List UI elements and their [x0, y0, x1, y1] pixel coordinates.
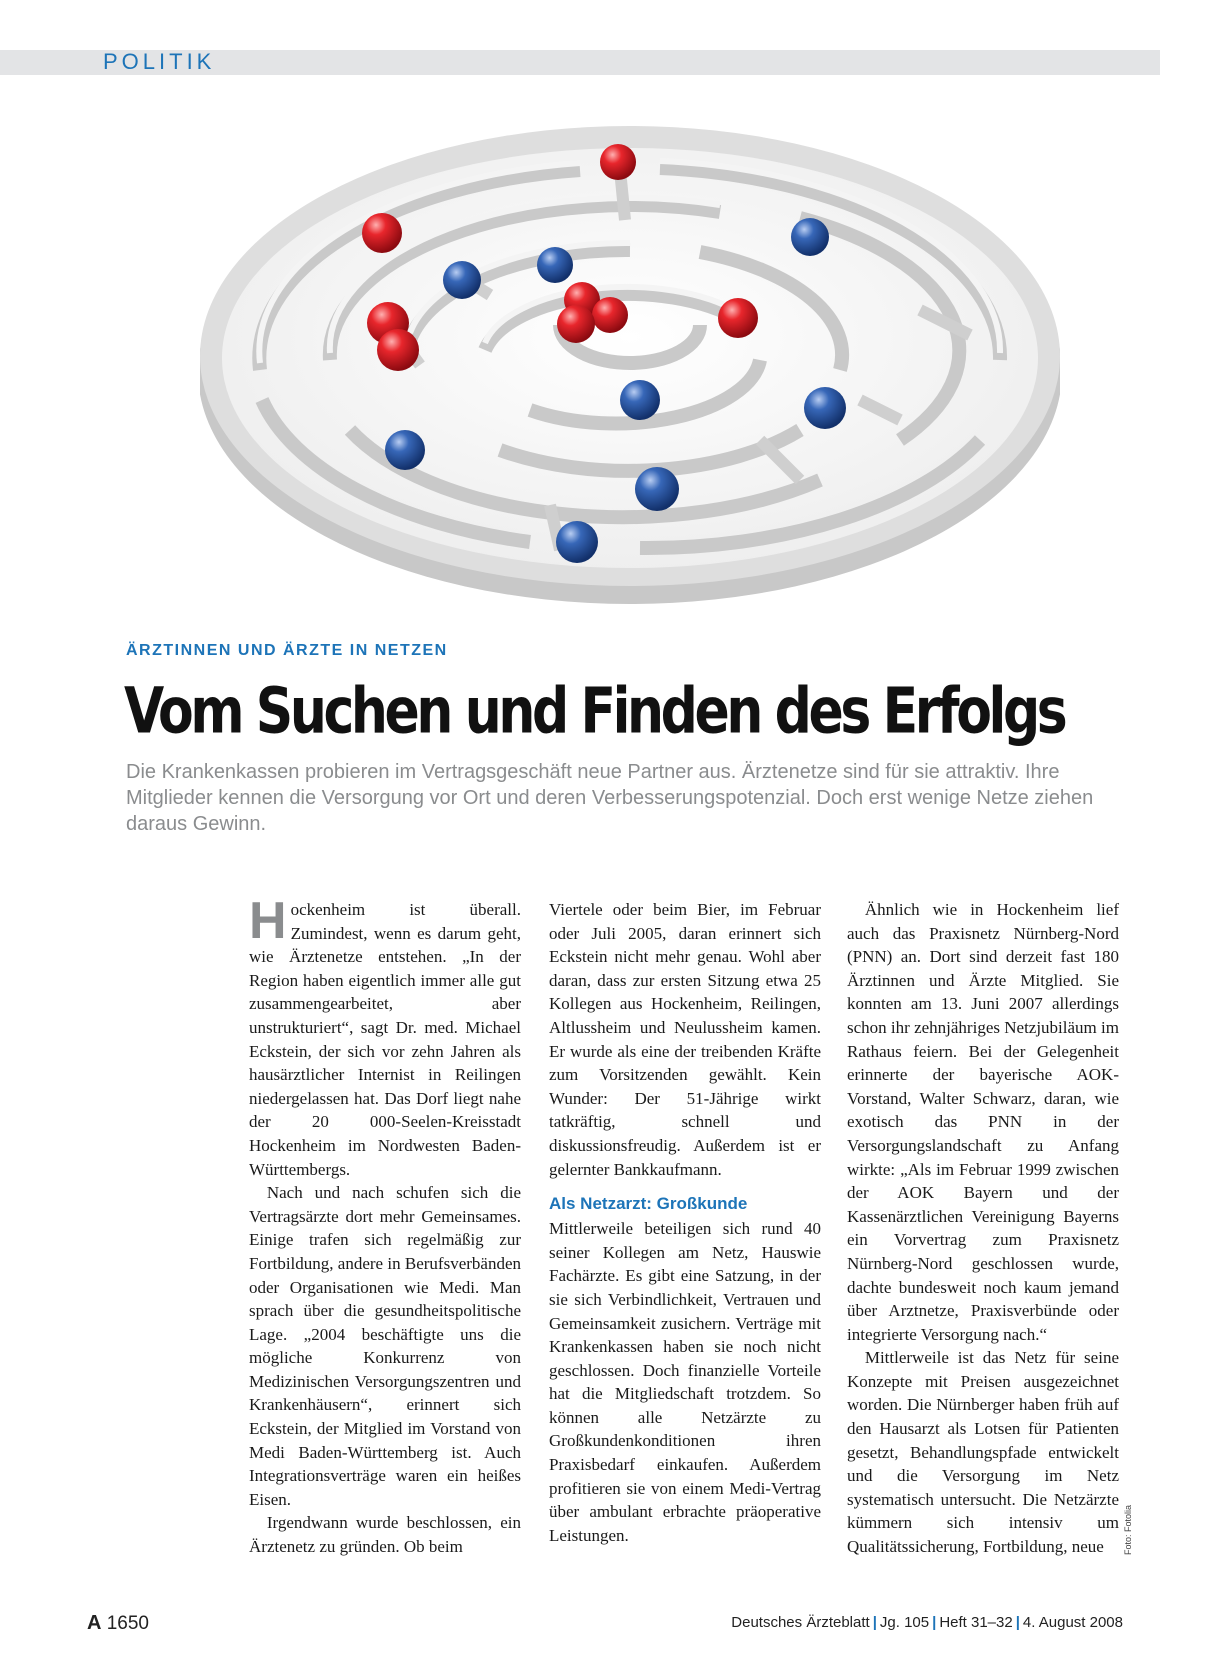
article-lead: Die Krankenkassen probieren im Vertragsgeschäft neue Partner aus. Ärztenetze sind für sie attraktiv. Ihre Mitglieder kennen die Versorgung vor Ort und deren Verbesserungspotenzial. Doch erst wenige Netze ziehen daraus Gewinn.: [126, 761, 1094, 835]
page-prefix: A: [87, 1612, 102, 1634]
journal-name: Deutsches Ärzteblatt: [731, 1614, 870, 1631]
journal-volume: Jg. 105: [879, 1614, 930, 1631]
drop-cap: H: [249, 892, 287, 950]
journal-issue: Heft 31–32: [939, 1614, 1013, 1631]
issue-date: 4. August 2008: [1022, 1614, 1123, 1631]
article-column-1: [249, 892, 521, 1559]
paragraph: Viertele oder beim Bier, im Februar oder Juli 2005, daran erinnert sich Eckstein nicht mehr genau. Wohl aber daran, dass zur ersten Sitzung etwa 25 Kollegen aus Hockenheim, Reilingen, Altlussheim und Neulussheim kamen. Er wurde als eine der treibenden Kräfte zum Vorsitzenden gewählt. Kein Wunder: Der 51-Jährige wirkt tatkräftig, schnell und diskussionsfreudig. Außerdem ist er gelernter Bankkaufmann.: [549, 900, 821, 1179]
paragraph: ockenheim ist überall. Zumindest, wenn es darum geht, wie Ärztenetze entstehen. „In der Region haben eigentlich immer alle gut zusammengearbeitet, aber unstrukturiert“, sagt Dr. med. Michael Eckstein, der sich vor zehn Jahren als hausärztlicher Internist in Reilingen niedergelassen hat. Das Dorf liegt nahe der 20 000-Seelen-Kreisstadt Hockenheim im Nordwesten Baden-Württembergs.: [249, 900, 521, 1179]
article-kicker: ÄRZTINNEN UND ÄRZTE IN NETZEN: [126, 642, 448, 659]
paragraph: Ähnlich wie in Hockenheim lief auch das Praxisnetz Nürnberg-Nord (PNN) an. Dort sind derzeit fast 180 Ärztinnen und Ärzte Mitglied. Sie konnten am 13. Juni 2007 allerdings schon ihr zehnjähriges Netzjubiläum im Rathaus feiern. Bei der Gelegenheit erinnerte der bayerische AOK-Vorstand, Walter Schwarz, daran, wie exotisch das PNN in der Versorgungslandschaft zu Anfang wirkte: „Als im Februar 1999 zwischen der AOK Bayern und der Kassenärztlichen Vereinigung Bayerns ein Vorvertrag zum Praxisnetz Nürnberg-Nord geschlossen wurde, dachte bundesweit noch kaum jemand über Arztnetze, Praxisverbünde oder integrierte Versorgung nach.“: [847, 900, 1119, 1344]
paragraph: Irgendwann wurde beschlossen, ein Ärztenetz zu gründen. Ob beim: [249, 1513, 521, 1557]
article-column-2: [549, 898, 821, 1547]
paragraph: Nach und nach schufen sich die Vertragsärzte dort mehr Gemeinsames. Einige trafen sich regelmäßig zur Fortbildung, andere in Berufsverbänden oder Organisationen wie Medi. Man sprach über die gesundheitspolitische Lage. „2004 beschäftigte uns die mögliche Konkurrenz von Medizinischen Versorgungszentren und Krankenhäusern“, erinnert sich Eckstein, der Mitglied im Vorstand von Medi Baden-Württemberg ist. Auch Integrationsverträge waren ein heißes Eisen.: [249, 1183, 521, 1509]
article-headline: Vom Suchen und Finden des Erfolgs: [124, 675, 1065, 749]
paragraph: Mittlerweile ist das Netz für seine Konzepte mit Preisen ausgezeichnet worden. Die Nürnberger haben früh auf den Hausarzt als Lotsen für Patienten gesetzt, Behandlungspfade entwickelt und die Versorgung im Netz systematisch untersucht. Die Netzärzte kümmern sich intensiv um Qualitätssicherung, Fortbildung, neue: [847, 1348, 1119, 1557]
footer-citation: Deutsches Ärzteblatt | Jg. 105 | Heft 31–32 | 4. August 2008: [731, 1614, 1123, 1631]
hero-maze-image: [200, 110, 1060, 610]
article-subheading: Als Netzarzt: Großkunde: [549, 1194, 748, 1214]
photo-credit: Foto: Fotolia: [1123, 1504, 1133, 1555]
article-column-3: [847, 898, 1119, 1559]
page-number-value: 1650: [106, 1613, 150, 1634]
paragraph: Mittlerweile beteiligen sich rund 40 seiner Kollegen am Netz, Hauswie Fachärzte. Es gibt eine Satzung, in der sie sich Verbindlichkeit, Vertrauen und Gemeinsamkeit zusichern. Verträge mit Krankenkassen haben sie noch nicht geschlossen. Doch finanzielle Vorteile hat die Mitgliedschaft trotzdem. So können alle Netzärzte zu Großkundenkonditionen ihren Praxisbedarf einkaufen. Außerdem profitieren sie von einem Medi-Vertrag über ambulant erbrachte präoperative Leistungen.: [549, 1219, 821, 1545]
page-number: [87, 1612, 149, 1635]
section-label: POLITIK: [103, 49, 216, 74]
